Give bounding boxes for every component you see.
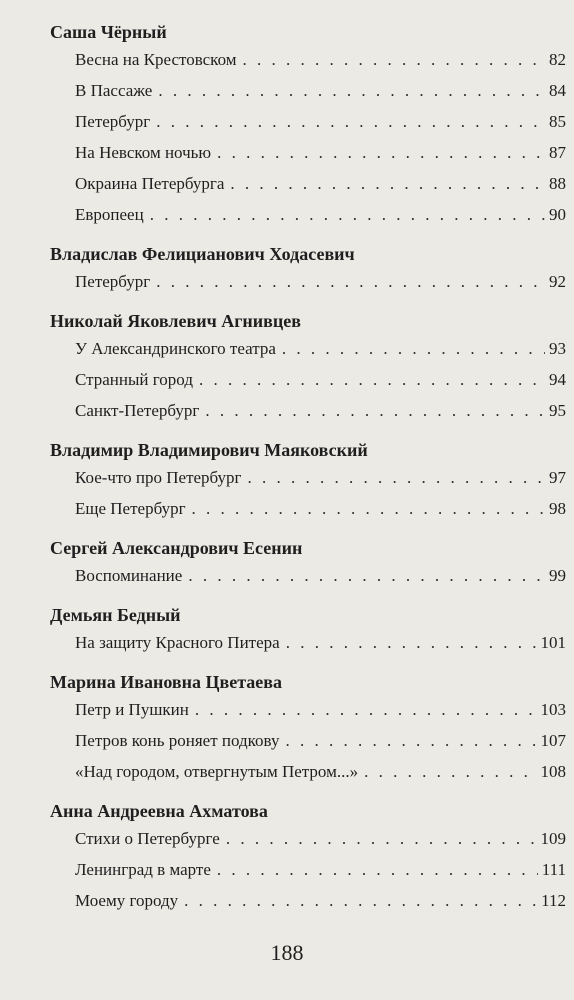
entry-title: Петров конь роняет подкову [75,731,280,750]
toc-entry [75,627,566,658]
entry-title: Петербург [75,112,151,131]
dot-leader [156,266,545,297]
entry-page: 98 [549,499,566,518]
author-section [50,242,566,297]
toc-entry [75,75,566,106]
toc-entry [75,333,566,364]
entry-page: 93 [549,339,566,358]
dot-leader [188,560,545,591]
dot-leader [230,168,545,199]
entry-title: В Пассаже [75,81,153,100]
toc-entry [75,560,566,591]
entry-title: Стихи о Петербурге [75,829,220,848]
author-heading: Саша Чёрный [50,22,167,42]
author-section [50,670,566,787]
author-section [50,20,566,230]
author-heading: Владимир Владимирович Маяковский [50,440,368,460]
author-heading: Николай Яковлевич Агнивцев [50,311,301,331]
entry-page: 97 [549,468,566,487]
dot-leader [205,395,545,426]
entry-page: 85 [549,112,566,131]
entry-page: 82 [549,50,566,69]
table-of-contents [50,20,566,916]
dot-leader [282,333,545,364]
entry-page: 95 [549,401,566,420]
dot-leader [217,854,538,885]
dot-leader [217,137,545,168]
toc-entry [75,756,566,787]
entry-page: 99 [549,566,566,585]
entry-page: 111 [541,860,566,879]
dot-leader [248,462,545,493]
entry-title: У Александринского театра [75,339,276,358]
entry-page: 84 [549,81,566,100]
entry-page: 107 [540,731,566,750]
entry-page: 87 [549,143,566,162]
toc-entry [75,106,566,137]
entry-page: 94 [549,370,566,389]
entry-title: Странный город [75,370,193,389]
entry-title: Петербург [75,272,151,291]
entry-title: Европеец [75,205,144,224]
toc-entry [75,694,566,725]
author-section [50,438,566,524]
toc-entry [75,199,566,230]
dot-leader [156,106,545,137]
toc-entry [75,885,566,916]
entry-page: 109 [540,829,566,848]
entry-page: 112 [541,891,566,910]
author-section [50,603,566,658]
author-heading: Сергей Александрович Есенин [50,538,303,558]
entry-title: Ленинград в марте [75,860,211,879]
toc-entry [75,266,566,297]
dot-leader [285,725,536,756]
entry-title: Моему городу [75,891,179,910]
entry-title: Воспоминание [75,566,183,585]
toc-entry [75,168,566,199]
entry-page: 103 [540,700,566,719]
entry-page: 101 [540,633,566,652]
dot-leader [192,493,545,524]
dot-leader [286,627,537,658]
author-heading: Владислав Фелицианович Ходасевич [50,244,355,264]
entry-page: 108 [540,762,566,781]
dot-leader [364,756,536,787]
entry-title: Кое-что про Петербург [75,468,242,487]
entry-title: Еще Петербург [75,499,186,518]
author-heading: Анна Андреевна Ахматова [50,801,268,821]
entry-title: Петр и Пушкин [75,700,189,719]
entry-title: Весна на Крестовском [75,50,237,69]
dot-leader [226,823,537,854]
dot-leader [243,44,546,75]
toc-entry [75,364,566,395]
dot-leader [195,694,537,725]
dot-leader [184,885,537,916]
entry-title: На защиту Красного Питера [75,633,280,652]
dot-leader [150,199,545,230]
toc-entry [75,462,566,493]
entry-title: Санкт-Петербург [75,401,200,420]
toc-entry [75,395,566,426]
dot-leader [158,75,545,106]
toc-entry [75,725,566,756]
toc-entry [75,854,566,885]
dot-leader [199,364,545,395]
author-section [50,536,566,591]
page-number: 188 [270,940,304,965]
entry-title: На Невском ночью [75,143,212,162]
toc-entry [75,44,566,75]
entry-page: 90 [549,205,566,224]
toc-entry [75,493,566,524]
toc-entry [75,137,566,168]
author-section [50,799,566,916]
toc-entry [75,823,566,854]
entry-title: «Над городом, отвергнутым Петром...» [75,762,359,781]
entry-page: 92 [549,272,566,291]
entry-title: Окраина Петербурга [75,174,225,193]
author-heading: Демьян Бедный [50,605,181,625]
author-section [50,309,566,426]
author-heading: Марина Ивановна Цветаева [50,672,282,692]
entry-page: 88 [549,174,566,193]
